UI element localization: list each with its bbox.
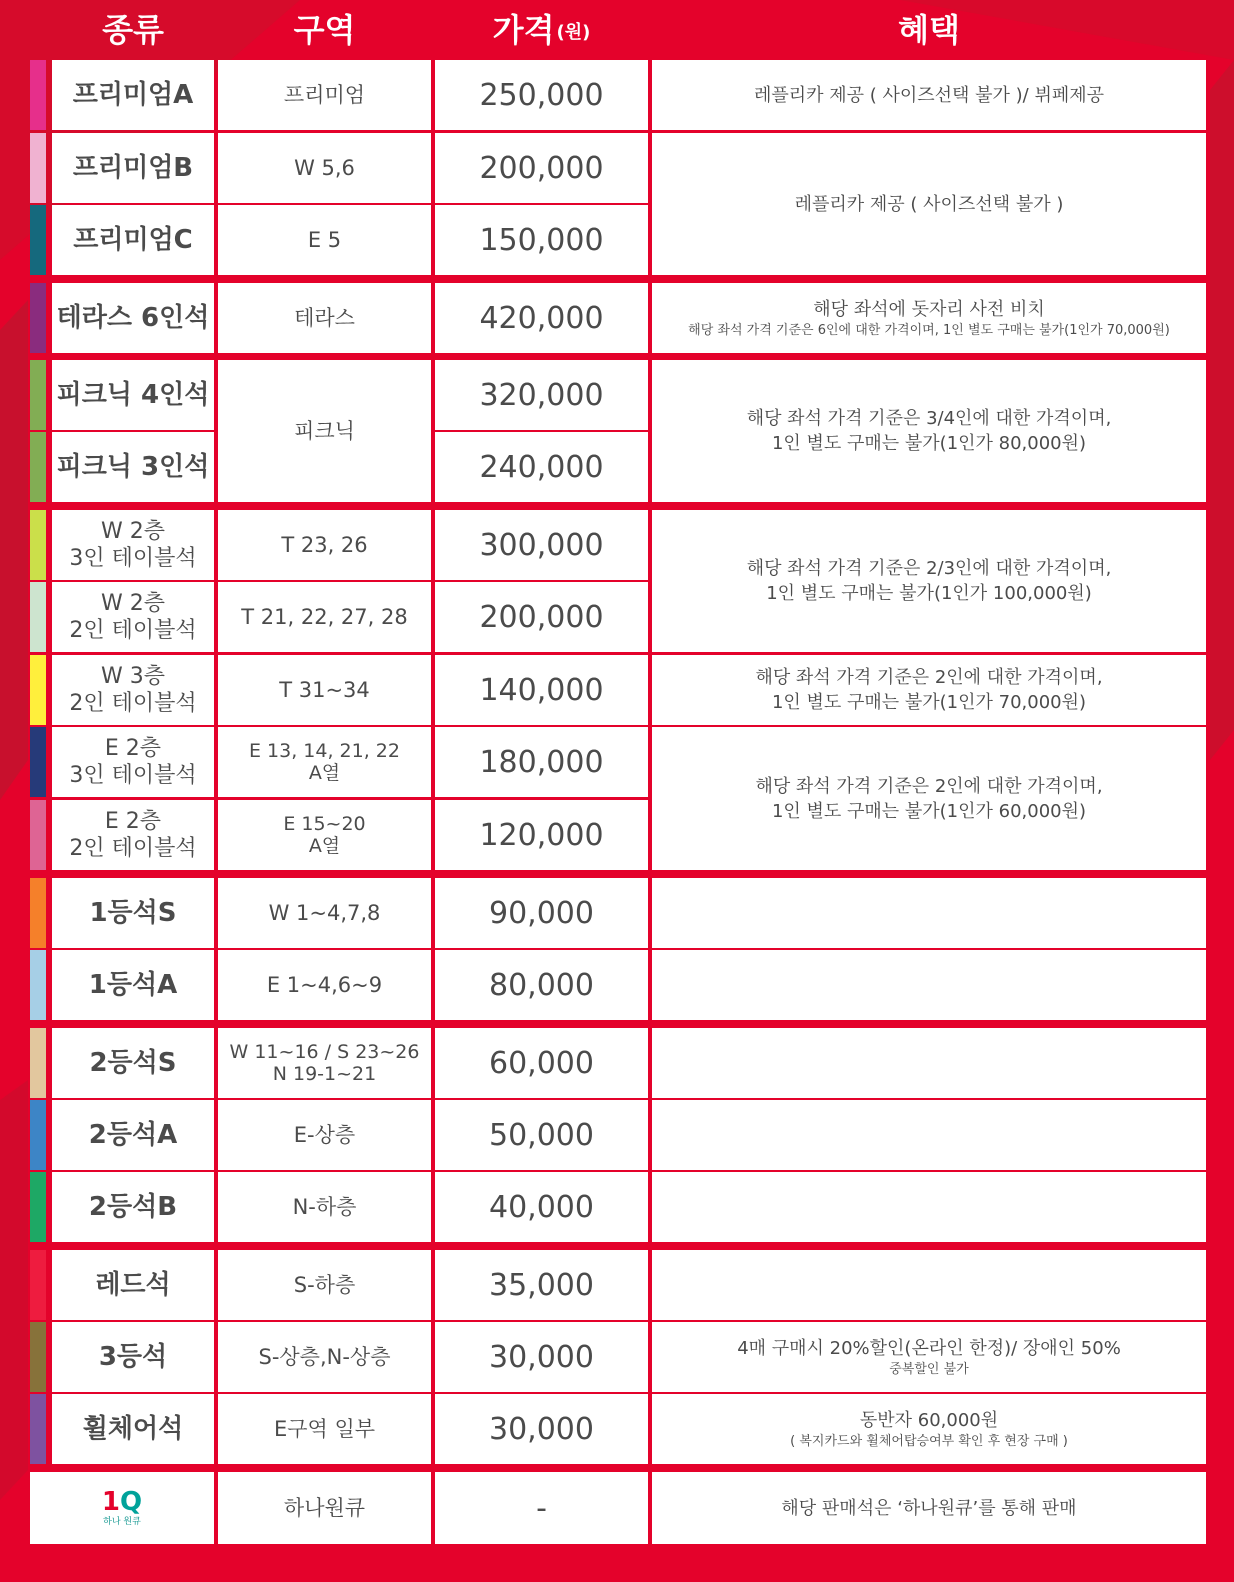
benefit-cell: [652, 133, 1206, 275]
header-benefit-label: 혜택: [898, 11, 960, 49]
benefit-subtext: ( 복지카드와 휠체어탑승여부 확인 후 현장 구매 ): [790, 1433, 1068, 1449]
zone-cell: T 31~34: [218, 655, 431, 725]
seat-type-cell: 2등석B: [52, 1172, 214, 1242]
row-color-strip: [30, 432, 46, 502]
benefit-cell: [652, 878, 1206, 948]
zone-cell: 프리미엄: [218, 60, 431, 130]
header-type-label: 종류: [102, 11, 164, 49]
zone-cell: S-하층: [218, 1250, 431, 1320]
benefit-subtext: 해당 좌석 가격 기준은 6인에 대한 가격이며, 1인 별도 구매는 불가(1인가 70,000원): [688, 322, 1170, 338]
seat-type-cell: 프리미엄C: [52, 205, 214, 275]
zone-cell: T 23, 26: [218, 510, 431, 580]
header-zone: [218, 0, 431, 56]
row-color-strip: [30, 283, 46, 353]
price-cell: -: [435, 1472, 648, 1544]
benefit-cell: [652, 655, 1206, 725]
benefit-cell: [652, 510, 1206, 652]
price-cell: 140,000: [435, 655, 648, 725]
seat-type-cell: 피크닉 4인석: [52, 360, 214, 430]
header-type: [52, 0, 214, 56]
header-price: [435, 0, 648, 56]
row-color-strip: [30, 1100, 46, 1170]
row-color-strip: [30, 1172, 46, 1242]
zone-cell: T 21, 22, 27, 28: [218, 582, 431, 652]
row-color-strip: [30, 510, 46, 580]
benefit-text: 4매 구매시 20%할인(온라인 한정)/ 장애인 50%: [737, 1337, 1121, 1359]
price-cell: 90,000: [435, 878, 648, 948]
benefit-text: 해당 좌석 가격 기준은 2/3인에 대한 가격이며, 1인 별도 구매는 불가(1인가 100,000원): [746, 558, 1112, 604]
price-cell: 420,000: [435, 283, 648, 353]
benefit-cell: [652, 283, 1206, 353]
price-cell: 80,000: [435, 950, 648, 1020]
seat-type-cell: W 2층 3인 테이블석: [52, 510, 214, 580]
row-color-strip: [30, 360, 46, 430]
zone-cell: N-하층: [218, 1172, 431, 1242]
zone-cell: E 15~20 A열: [218, 800, 431, 870]
benefit-cell: [652, 1322, 1206, 1392]
row-color-strip: [30, 582, 46, 652]
benefit-cell: [652, 1250, 1206, 1320]
zone-cell: W 5,6: [218, 133, 431, 203]
price-cell: 30,000: [435, 1394, 648, 1464]
seat-type-cell: 휠체어석: [52, 1394, 214, 1464]
logo-mark-digit: 1: [101, 1487, 120, 1517]
price-cell: 30,000: [435, 1322, 648, 1392]
seat-type-cell: 1등석A: [52, 950, 214, 1020]
seat-type-cell: 2등석A: [52, 1100, 214, 1170]
benefit-cell: [652, 727, 1206, 870]
logo-cell: [30, 1472, 214, 1544]
seat-type-cell: 프리미엄B: [52, 133, 214, 203]
seat-type-cell: 테라스 6인석: [52, 283, 214, 353]
benefit-text: 해당 판매석은 ‘하나원큐’를 통해 판매: [781, 1497, 1077, 1519]
benefit-text: 동반자 60,000원: [859, 1409, 999, 1431]
price-cell: 320,000: [435, 360, 648, 430]
zone-cell: E구역 일부: [218, 1394, 431, 1464]
seat-type-cell: 1등석S: [52, 878, 214, 948]
row-color-strip: [30, 60, 46, 130]
seat-type-cell: E 2층 2인 테이블석: [52, 800, 214, 870]
header-price-unit: (원): [556, 22, 591, 43]
row-color-strip: [30, 727, 46, 797]
row-color-strip: [30, 655, 46, 725]
row-color-strip: [30, 1028, 46, 1098]
benefit-cell: [652, 60, 1206, 130]
price-cell: 200,000: [435, 133, 648, 203]
row-color-strip: [30, 1394, 46, 1464]
price-cell: 40,000: [435, 1172, 648, 1242]
row-color-strip: [30, 1250, 46, 1320]
row-color-strip: [30, 878, 46, 948]
price-cell: 300,000: [435, 510, 648, 580]
price-cell: 250,000: [435, 60, 648, 130]
header-price-label: 가격: [492, 11, 555, 49]
benefit-cell: [652, 950, 1206, 1020]
zone-cell: E 5: [218, 205, 431, 275]
row-color-strip: [30, 133, 46, 203]
zone-cell: 피크닉: [218, 360, 431, 502]
row-color-strip: [30, 1322, 46, 1392]
price-cell: 240,000: [435, 432, 648, 502]
benefit-cell: [652, 1100, 1206, 1170]
zone-cell: W 11~16 / S 23~26 N 19-1~21: [218, 1028, 431, 1098]
benefit-text: 해당 좌석 가격 기준은 3/4인에 대한 가격이며, 1인 별도 구매는 불가(1인가 80,000원): [746, 408, 1112, 454]
seat-type-cell: 프리미엄A: [52, 60, 214, 130]
zone-cell: E 13, 14, 21, 22 A열: [218, 727, 431, 797]
seat-type-cell: W 2층 2인 테이블석: [52, 582, 214, 652]
row-color-strip: [30, 800, 46, 870]
benefit-cell: [652, 1172, 1206, 1242]
benefit-text: 레플리카 제공 ( 사이즈선택 불가 ): [794, 193, 1064, 215]
header-zone-label: 구역: [293, 11, 356, 49]
benefit-cell: [652, 360, 1206, 502]
benefit-cell: [652, 1394, 1206, 1464]
zone-cell: W 1~4,7,8: [218, 878, 431, 948]
zone-cell: 테라스: [218, 283, 431, 353]
benefit-cell: [652, 1028, 1206, 1098]
price-cell: 150,000: [435, 205, 648, 275]
seat-type-cell: W 3층 2인 테이블석: [52, 655, 214, 725]
hana-1q-logo: [102, 1488, 142, 1528]
logo-text: 하나 원큐: [103, 1517, 141, 1527]
seat-type-cell: 피크닉 3인석: [52, 432, 214, 502]
row-color-strip: [30, 205, 46, 275]
zone-cell: E-상층: [218, 1100, 431, 1170]
benefit-cell: [652, 1472, 1206, 1544]
zone-cell: 하나원큐: [218, 1472, 431, 1544]
benefit-text: 해당 좌석에 돗자리 사전 비치: [813, 298, 1045, 320]
price-cell: 180,000: [435, 727, 648, 797]
seat-type-cell: 3등석: [52, 1322, 214, 1392]
header-benefit: [652, 0, 1206, 56]
logo-mark-icon: [102, 1488, 142, 1516]
seat-type-cell: 2등석S: [52, 1028, 214, 1098]
benefit-text: 레플리카 제공 ( 사이즈선택 불가 )/ 뷔페제공: [753, 84, 1105, 106]
benefit-subtext: 중복할인 불가: [889, 1361, 969, 1377]
zone-cell: S-상층,N-상층: [218, 1322, 431, 1392]
zone-cell: E 1~4,6~9: [218, 950, 431, 1020]
row-color-strip: [30, 950, 46, 1020]
price-cell: 35,000: [435, 1250, 648, 1320]
seat-type-cell: 레드석: [52, 1250, 214, 1320]
benefit-text: 해당 좌석 가격 기준은 2인에 대한 가격이며, 1인 별도 구매는 불가(1인가 60,000원): [755, 775, 1103, 822]
price-cell: 60,000: [435, 1028, 648, 1098]
price-cell: 120,000: [435, 800, 648, 870]
seat-type-cell: E 2층 3인 테이블석: [52, 727, 214, 797]
price-cell: 200,000: [435, 582, 648, 652]
logo-mark-letter: Q: [119, 1487, 143, 1517]
benefit-text: 해당 좌석 가격 기준은 2인에 대한 가격이며, 1인 별도 구매는 불가(1인가 70,000원): [755, 667, 1103, 713]
price-cell: 50,000: [435, 1100, 648, 1170]
